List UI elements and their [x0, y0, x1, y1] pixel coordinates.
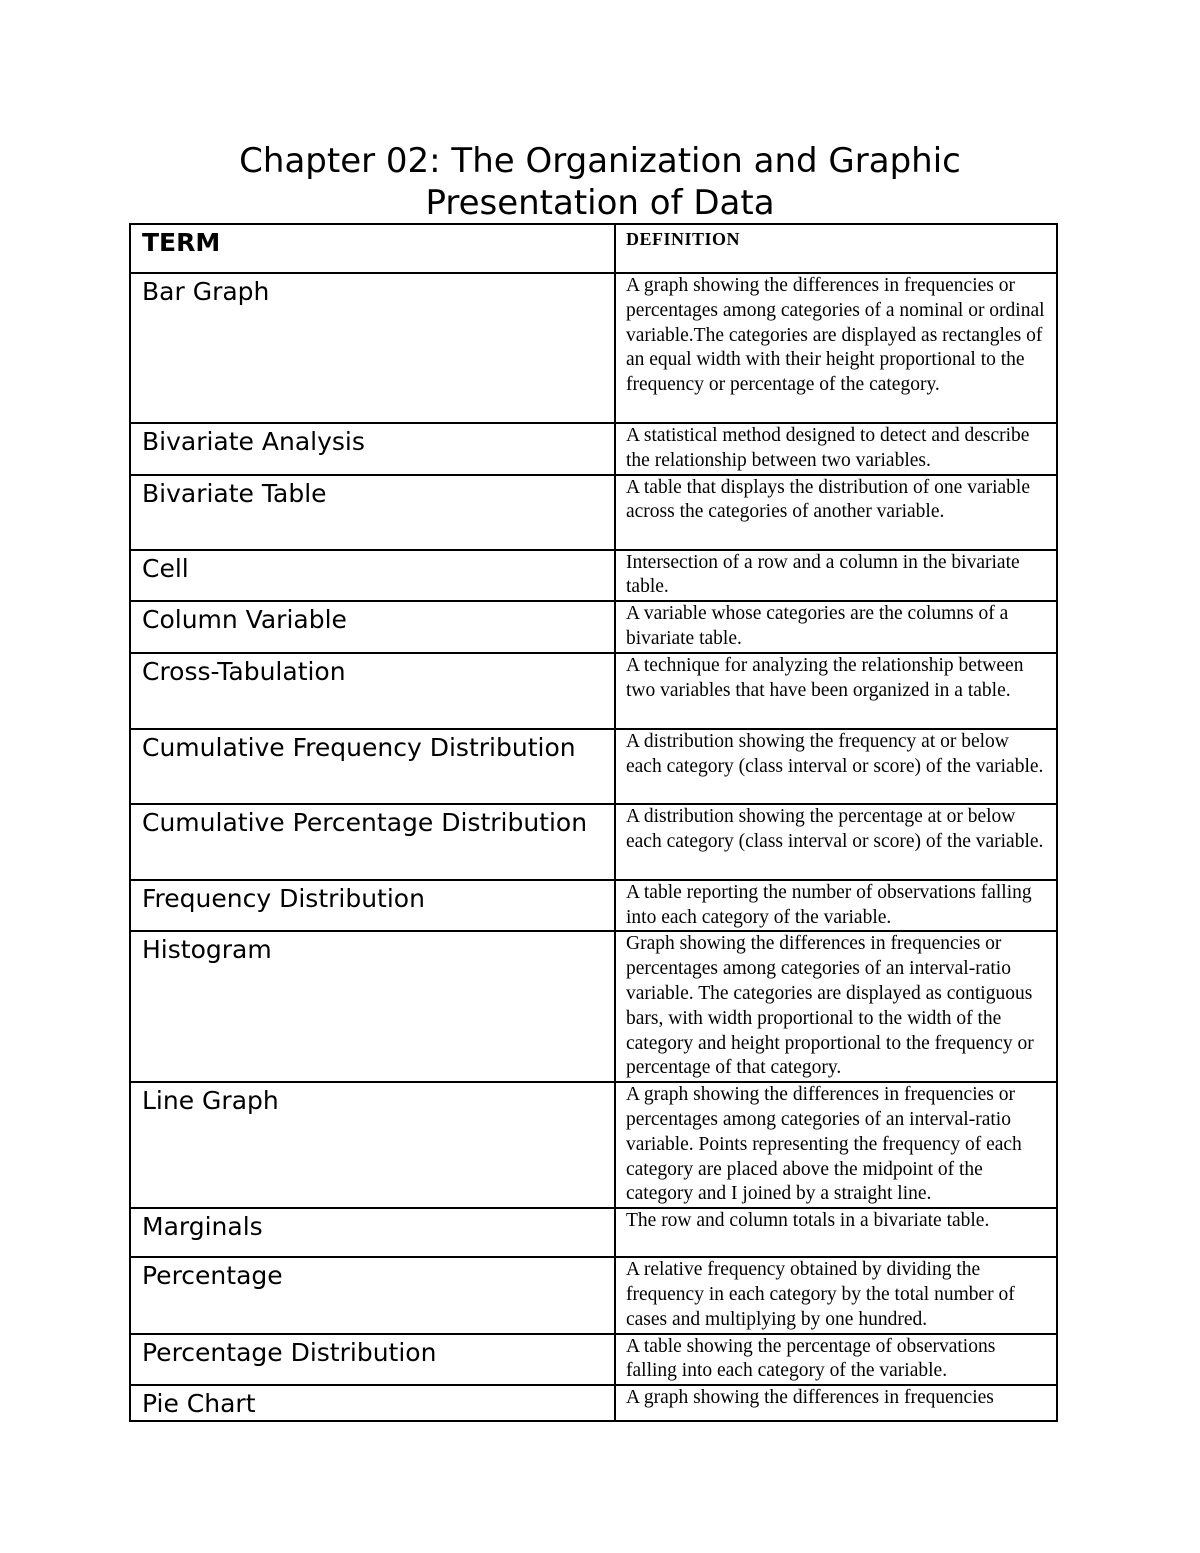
- term-cell: Bivariate Analysis: [130, 423, 615, 475]
- page-title-line-1: Chapter 02: The Organization and Graphic: [239, 141, 961, 181]
- definition-cell: The row and column totals in a bivariate table.: [615, 1208, 1057, 1257]
- table-row: [130, 423, 1057, 475]
- term-cell: Percentage Distribution: [130, 1334, 615, 1386]
- term-cell: Cell: [130, 550, 615, 602]
- definition-cell: A table reporting the number of observations falling into each category of the variable.: [615, 880, 1057, 932]
- definition-cell: A distribution showing the percentage at or below each category (class interval or score) of the variable.: [615, 804, 1057, 880]
- term-cell: Bivariate Table: [130, 475, 615, 550]
- definition-cell: A statistical method designed to detect and describe the relationship between two variables.: [615, 423, 1057, 475]
- definition-cell: A technique for analyzing the relationship between two variables that have been organized in a table.: [615, 653, 1057, 729]
- term-cell: Cross-Tabulation: [130, 653, 615, 729]
- term-cell: Percentage: [130, 1257, 615, 1333]
- table-row: [130, 931, 1057, 1082]
- header-definition: DEFINITION: [615, 224, 1057, 273]
- term-cell: Pie Chart: [130, 1385, 615, 1421]
- table-row: [130, 1257, 1057, 1333]
- glossary-table: [129, 223, 1058, 1422]
- page-title: [0, 140, 1200, 224]
- definition-cell: A graph showing the differences in frequencies or percentages among categories of an interval-ratio variable. Points representing the frequency of each category are placed above the midpoint of the category and I joined by a straight line.: [615, 1082, 1057, 1208]
- table-row: [130, 273, 1057, 423]
- header-term: TERM: [130, 224, 615, 273]
- term-cell: Frequency Distribution: [130, 880, 615, 932]
- table-row: [130, 653, 1057, 729]
- table-row: [130, 804, 1057, 880]
- table-row: [130, 729, 1057, 804]
- term-cell: Bar Graph: [130, 273, 615, 423]
- definition-cell: Intersection of a row and a column in the bivariate table.: [615, 550, 1057, 602]
- term-cell: Column Variable: [130, 601, 615, 653]
- term-cell: Marginals: [130, 1208, 615, 1257]
- term-cell: Cumulative Percentage Distribution: [130, 804, 615, 880]
- definition-cell: A graph showing the differences in frequencies: [615, 1385, 1057, 1421]
- definition-cell: Graph showing the differences in frequencies or percentages among categories of an interval-ratio variable. The categories are displayed as contiguous bars, with width proportional to the width of the category and height proportional to the frequency or percentage of that category.: [615, 931, 1057, 1082]
- term-cell: Cumulative Frequency Distribution: [130, 729, 615, 804]
- definition-cell: A graph showing the differences in frequencies or percentages among categories of a nominal or ordinal variable.The categories are displayed as rectangles of an equal width with their height proportional to the frequency or percentage of the category.: [615, 273, 1057, 423]
- table-row: [130, 550, 1057, 602]
- definition-cell: A distribution showing the frequency at or below each category (class interval or score) of the variable.: [615, 729, 1057, 804]
- term-cell: Line Graph: [130, 1082, 615, 1208]
- table-row: [130, 1385, 1057, 1421]
- definition-cell: A table that displays the distribution of one variable across the categories of another variable.: [615, 475, 1057, 550]
- table-row: [130, 1334, 1057, 1386]
- definition-cell: A variable whose categories are the columns of a bivariate table.: [615, 601, 1057, 653]
- page-title-line-2: Presentation of Data: [425, 183, 775, 223]
- table-row: [130, 1082, 1057, 1208]
- definition-cell: A table showing the percentage of observations falling into each category of the variable.: [615, 1334, 1057, 1386]
- definition-cell: A relative frequency obtained by dividing the frequency in each category by the total number of cases and multiplying by one hundred.: [615, 1257, 1057, 1333]
- term-cell: Histogram: [130, 931, 615, 1082]
- table-header-row: [130, 224, 1057, 273]
- table-row: [130, 880, 1057, 932]
- table-row: [130, 601, 1057, 653]
- table-row: [130, 1208, 1057, 1257]
- table-row: [130, 475, 1057, 550]
